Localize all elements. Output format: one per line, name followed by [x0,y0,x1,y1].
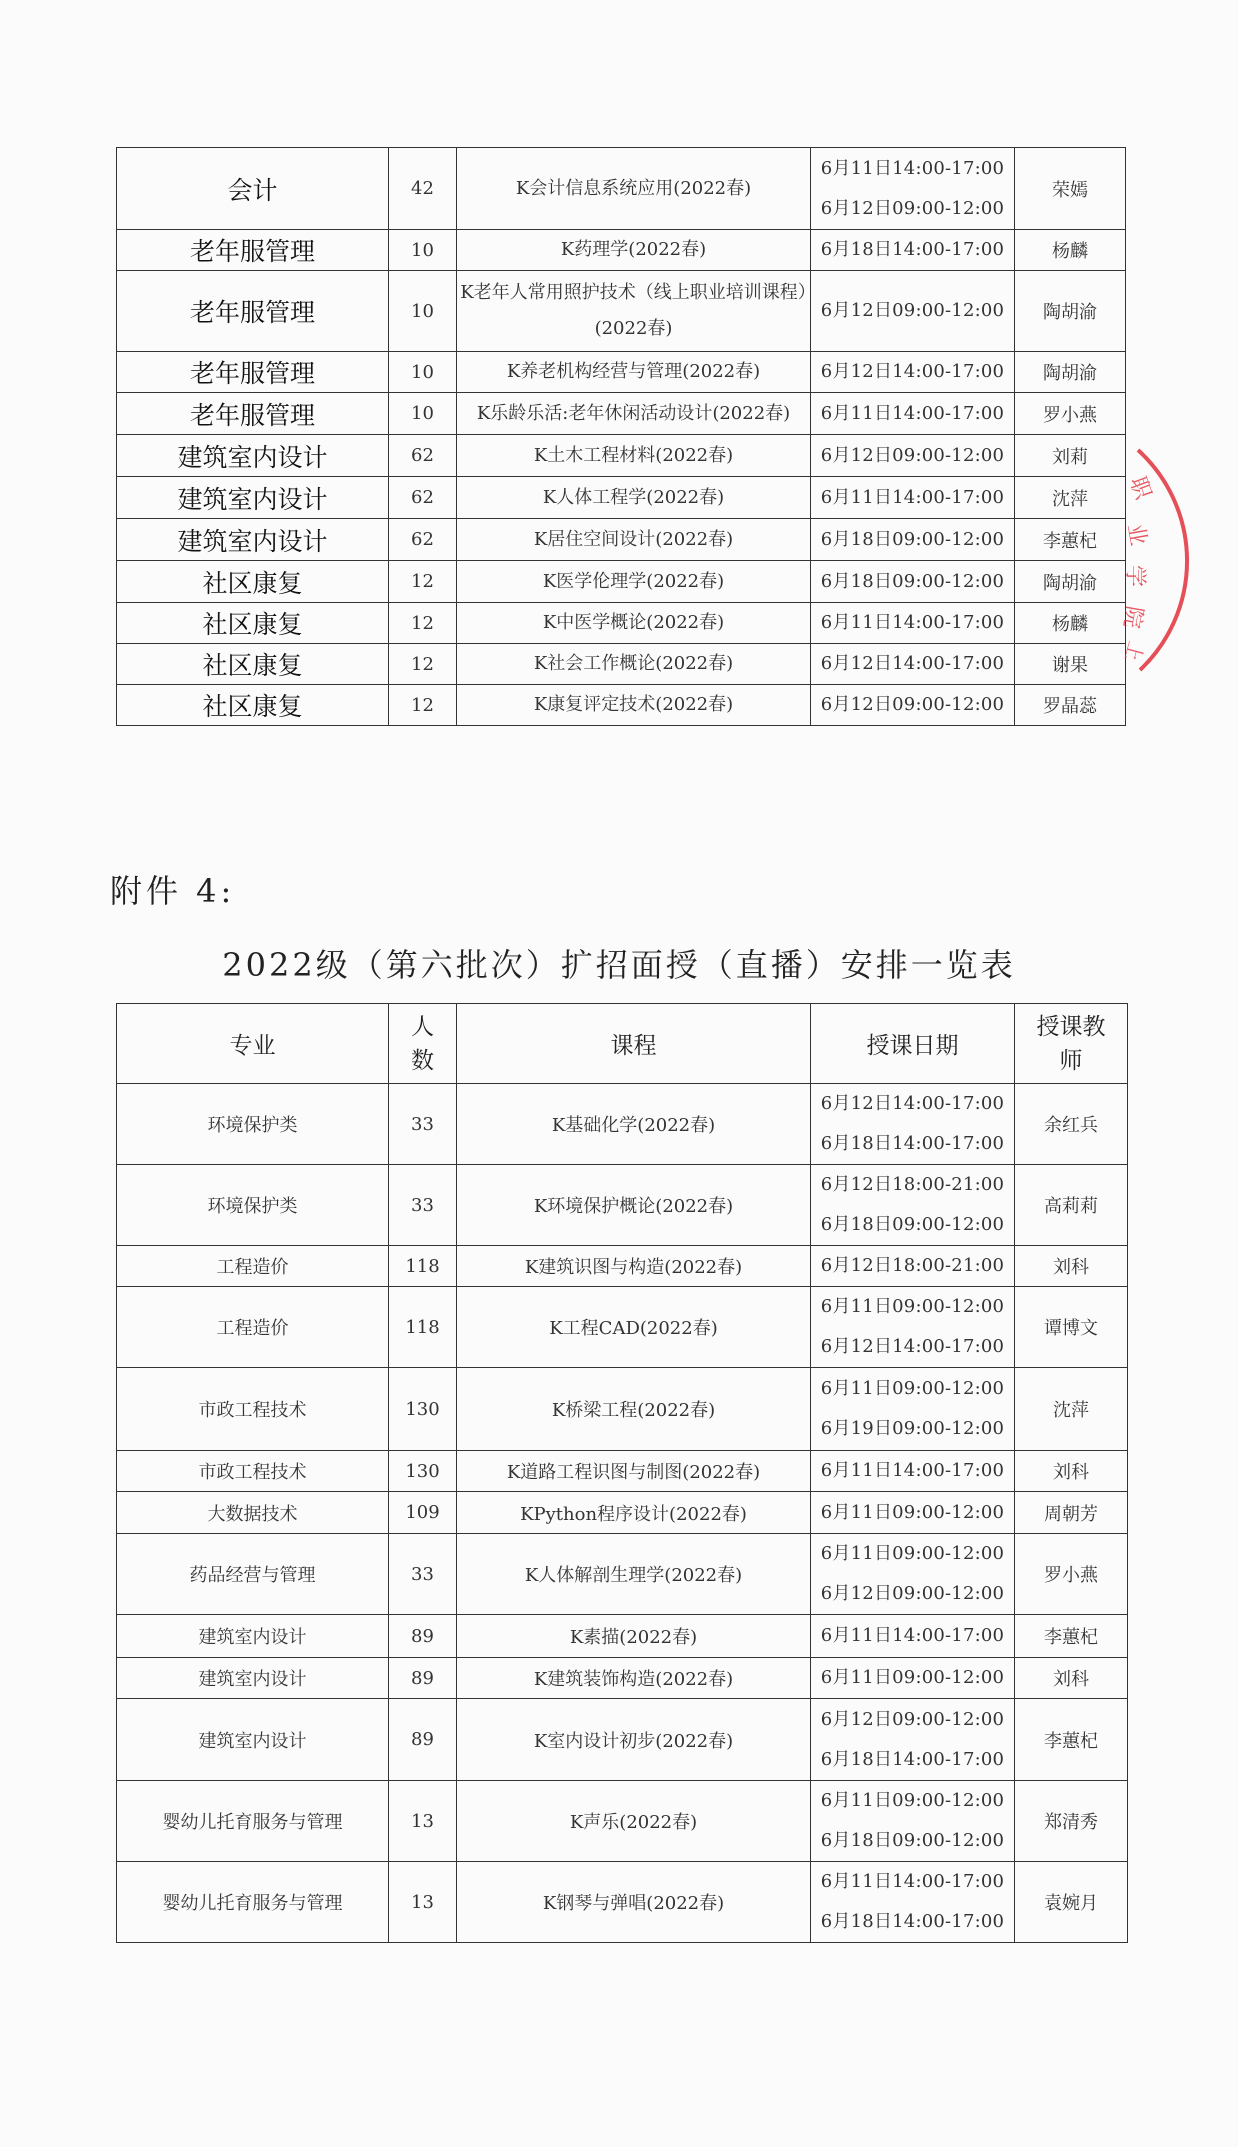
course-cell: K人体解剖生理学(2022春) [457,1534,811,1615]
student-count-cell: 62 [389,477,457,519]
student-count-cell: 12 [389,644,457,685]
major-cell: 工程造价 [117,1287,389,1368]
course-cell: K土木工程材料(2022春) [457,435,811,477]
student-count-cell: 13 [389,1862,457,1943]
date-line: 6月12日14:00-17:00 [820,1093,1005,1114]
student-count-cell: 12 [389,685,457,726]
table-row [117,230,1126,271]
major-cell: 大数据技术 [117,1492,389,1534]
table-row [117,1451,1128,1492]
student-count-cell: 62 [389,435,457,477]
teacher-cell: 刘科 [1015,1658,1128,1699]
date-line: 6月12日14:00-17:00 [820,653,1005,674]
date-line: 6月11日09:00-12:00 [820,1790,1005,1811]
date-line: 6月11日09:00-12:00 [820,1667,1005,1688]
major-cell: 婴幼儿托育服务与管理 [117,1781,389,1862]
teacher-cell: 李蕙杞 [1015,1699,1128,1781]
teacher-cell: 郑清秀 [1015,1781,1128,1862]
date-cell [811,352,1015,393]
teacher-cell: 袁婉月 [1015,1862,1128,1943]
student-count-cell: 62 [389,519,457,561]
teacher-cell: 谭博文 [1015,1287,1128,1368]
table-row [117,1699,1128,1781]
major-cell: 建筑室内设计 [117,1658,389,1699]
date-line: 6月11日14:00-17:00 [820,612,1005,633]
date-line: 6月11日09:00-12:00 [820,1378,1005,1399]
course-cell: K人体工程学(2022春) [457,477,811,519]
date-cell [811,1615,1015,1658]
student-count-cell: 12 [389,561,457,603]
student-count-cell: 130 [389,1451,457,1492]
teacher-cell: 李蕙杞 [1015,1615,1128,1658]
student-count-cell: 13 [389,1781,457,1862]
document-title: 2022级（第六批次）扩招面授（直播）安排一览表 [222,946,1016,984]
table-row [117,393,1126,435]
table-row [117,1615,1128,1658]
major-cell: 会计 [117,148,389,230]
date-line: 6月11日14:00-17:00 [820,1871,1005,1892]
svg-text:上: 上 [1119,638,1149,665]
course-cell: K环境保护概论(2022春) [457,1165,811,1246]
date-line: 6月11日14:00-17:00 [820,402,1005,424]
header-teacher-line: 授课教 [1036,1013,1106,1040]
student-count-cell: 33 [389,1534,457,1615]
teacher-cell: 杨麟 [1015,603,1126,644]
date-cell [811,1084,1015,1165]
arrangement-table [116,1003,1128,1943]
table-row [117,1781,1128,1862]
date-line: 6月11日14:00-17:00 [820,1625,1005,1646]
course-cell: K声乐(2022春) [457,1781,811,1862]
date-line: 6月11日14:00-17:00 [820,486,1005,508]
date-line: 6月18日09:00-12:00 [820,528,1005,550]
table-row [117,1246,1128,1287]
table-row [117,519,1126,561]
date-cell [811,477,1015,519]
course-cell: K社会工作概论(2022春) [457,644,811,685]
course-cell: K桥梁工程(2022春) [457,1368,811,1451]
date-line: 6月18日09:00-12:00 [820,570,1005,592]
major-cell: 药品经营与管理 [117,1534,389,1615]
student-count-cell: 109 [389,1492,457,1534]
date-line: 6月12日09:00-12:00 [820,444,1005,466]
course-cell: K医学伦理学(2022春) [457,561,811,603]
course-cell: K基础化学(2022春) [457,1084,811,1165]
major-cell: 老年服管理 [117,352,389,393]
student-count-cell: 10 [389,230,457,271]
course-cell: K中医学概论(2022春) [457,603,811,644]
date-cell [811,1862,1015,1943]
major-cell: 社区康复 [117,685,389,726]
date-cell [811,1781,1015,1862]
course-cell: K会计信息系统应用(2022春) [457,148,811,230]
major-cell: 建筑室内设计 [117,519,389,561]
course-cell: K老年人常用照护技术（线上职业培训课程）(2022春) [457,271,811,352]
date-cell [811,644,1015,685]
seal-icon [1100,440,1230,680]
header-count [389,1004,457,1084]
course-cell: K养老机构经营与管理(2022春) [457,352,811,393]
table-header-row [117,1004,1128,1084]
date-line: 6月11日09:00-12:00 [820,1501,1005,1523]
major-cell: 建筑室内设计 [117,1699,389,1781]
teacher-cell: 罗小燕 [1015,1534,1128,1615]
student-count-cell: 89 [389,1615,457,1658]
date-line: 6月12日09:00-12:00 [820,1583,1005,1604]
date-line: 6月11日14:00-17:00 [820,157,1005,179]
date-line: 6月12日18:00-21:00 [820,1255,1005,1276]
teacher-cell: 沈萍 [1015,1368,1128,1451]
teacher-cell: 李蕙杞 [1015,519,1126,561]
teacher-cell: 高莉莉 [1015,1165,1128,1246]
table-row [117,561,1126,603]
date-cell [811,1165,1015,1246]
header-course: 课程 [457,1004,811,1084]
header-teacher-line: 师 [1059,1047,1083,1074]
teacher-cell: 罗晶蕊 [1015,685,1126,726]
svg-text:职: 职 [1124,473,1156,503]
teacher-cell: 罗小燕 [1015,393,1126,435]
date-line: 6月12日14:00-17:00 [820,361,1005,382]
teacher-cell: 沈萍 [1015,477,1126,519]
course-cell: K建筑装饰构造(2022春) [457,1658,811,1699]
attachment-label: 附件 4: [110,872,236,910]
course-cell: KPython程序设计(2022春) [457,1492,811,1534]
major-cell: 环境保护类 [117,1084,389,1165]
course-cell: K乐龄乐活:老年休闲活动设计(2022春) [457,393,811,435]
date-cell [811,519,1015,561]
major-cell: 婴幼儿托育服务与管理 [117,1862,389,1943]
date-line: 6月11日14:00-17:00 [820,1460,1005,1481]
header-date: 授课日期 [811,1004,1015,1084]
header-major: 专业 [117,1004,389,1084]
table-row [117,1658,1128,1699]
course-cell: K钢琴与弹唱(2022春) [457,1862,811,1943]
major-cell: 建筑室内设计 [117,477,389,519]
schedule-table-continued [116,147,1126,726]
header-count-line: 数 [411,1047,434,1074]
major-cell: 环境保护类 [117,1165,389,1246]
svg-text:学: 学 [1122,565,1147,588]
header-count-line: 人 [411,1013,434,1040]
course-cell: K道路工程识图与制图(2022春) [457,1451,811,1492]
date-cell [811,271,1015,352]
date-line: 6月18日14:00-17:00 [820,1133,1005,1154]
teacher-cell: 陶胡渝 [1015,561,1126,603]
date-cell [811,1699,1015,1781]
table-row [117,644,1126,685]
course-cell: K药理学(2022春) [457,230,811,271]
student-count-cell: 10 [389,271,457,352]
teacher-cell: 刘科 [1015,1451,1128,1492]
course-cell: K建筑识图与构造(2022春) [457,1246,811,1287]
date-cell [811,1287,1015,1368]
date-line: 6月19日09:00-12:00 [820,1418,1005,1439]
date-line: 6月18日14:00-17:00 [820,1748,1005,1770]
student-count-cell: 12 [389,603,457,644]
date-line: 6月12日09:00-12:00 [820,1708,1005,1730]
table-row [117,477,1126,519]
svg-text:业: 业 [1122,521,1151,548]
date-line: 6月18日09:00-12:00 [820,1830,1005,1851]
major-cell: 市政工程技术 [117,1451,389,1492]
date-cell [811,561,1015,603]
date-line: 6月12日18:00-21:00 [820,1174,1005,1195]
student-count-cell: 33 [389,1165,457,1246]
teacher-cell: 杨麟 [1015,230,1126,271]
teacher-cell: 余红兵 [1015,1084,1128,1165]
table-row [117,1534,1128,1615]
date-line: 6月11日09:00-12:00 [820,1543,1005,1564]
major-cell: 社区康复 [117,561,389,603]
teacher-cell: 陶胡渝 [1015,352,1126,393]
major-cell: 建筑室内设计 [117,435,389,477]
table-row [117,435,1126,477]
major-cell: 工程造价 [117,1246,389,1287]
course-cell: K居住空间设计(2022春) [457,519,811,561]
table-row [117,1862,1128,1943]
svg-text:院: 院 [1118,603,1147,630]
date-cell [811,148,1015,230]
student-count-cell: 10 [389,393,457,435]
major-cell: 老年服管理 [117,271,389,352]
date-cell [811,603,1015,644]
date-cell [811,685,1015,726]
teacher-cell: 刘科 [1015,1246,1128,1287]
table-row [117,352,1126,393]
student-count-cell: 118 [389,1246,457,1287]
student-count-cell: 89 [389,1658,457,1699]
date-cell [811,1492,1015,1534]
course-cell: K素描(2022春) [457,1615,811,1658]
teacher-cell: 荣嫣 [1015,148,1126,230]
official-seal-stamp [1100,440,1230,680]
date-line: 6月12日14:00-17:00 [820,1336,1005,1357]
table-row [117,1084,1128,1165]
table-row [117,685,1126,726]
student-count-cell: 89 [389,1699,457,1781]
major-cell: 社区康复 [117,644,389,685]
major-cell: 老年服管理 [117,393,389,435]
arrangement-table-body [117,1084,1128,1943]
student-count-cell: 10 [389,352,457,393]
date-line: 6月18日14:00-17:00 [820,1911,1005,1932]
date-line: 6月12日09:00-12:00 [820,197,1005,219]
table-row [117,603,1126,644]
date-cell [811,1534,1015,1615]
table-row [117,271,1126,352]
major-cell: 社区康复 [117,603,389,644]
course-cell: K工程CAD(2022春) [457,1287,811,1368]
date-line: 6月18日09:00-12:00 [820,1214,1005,1235]
table-row [117,1287,1128,1368]
table-row [117,148,1126,230]
student-count-cell: 33 [389,1084,457,1165]
student-count-cell: 42 [389,148,457,230]
date-line: 6月11日09:00-12:00 [820,1296,1005,1317]
date-line: 6月12日09:00-12:00 [820,300,1005,321]
table-row [117,1368,1128,1451]
date-cell [811,393,1015,435]
major-cell: 建筑室内设计 [117,1615,389,1658]
teacher-cell: 周朝芳 [1015,1492,1128,1534]
date-line: 6月12日09:00-12:00 [820,694,1005,715]
date-cell [811,1451,1015,1492]
header-teacher [1015,1004,1128,1084]
date-cell [811,1368,1015,1451]
date-cell [811,435,1015,477]
student-count-cell: 130 [389,1368,457,1451]
course-cell: K室内设计初步(2022春) [457,1699,811,1781]
schedule-table-body [117,148,1126,726]
teacher-cell: 谢果 [1015,644,1126,685]
table-row [117,1165,1128,1246]
date-cell [811,1658,1015,1699]
date-cell [811,230,1015,271]
major-cell: 老年服管理 [117,230,389,271]
major-cell: 市政工程技术 [117,1368,389,1451]
teacher-cell: 刘莉 [1015,435,1126,477]
table-row [117,1492,1128,1534]
student-count-cell: 118 [389,1287,457,1368]
course-cell: K康复评定技术(2022春) [457,685,811,726]
date-line: 6月18日14:00-17:00 [820,239,1005,260]
date-cell [811,1246,1015,1287]
teacher-cell: 陶胡渝 [1015,271,1126,352]
